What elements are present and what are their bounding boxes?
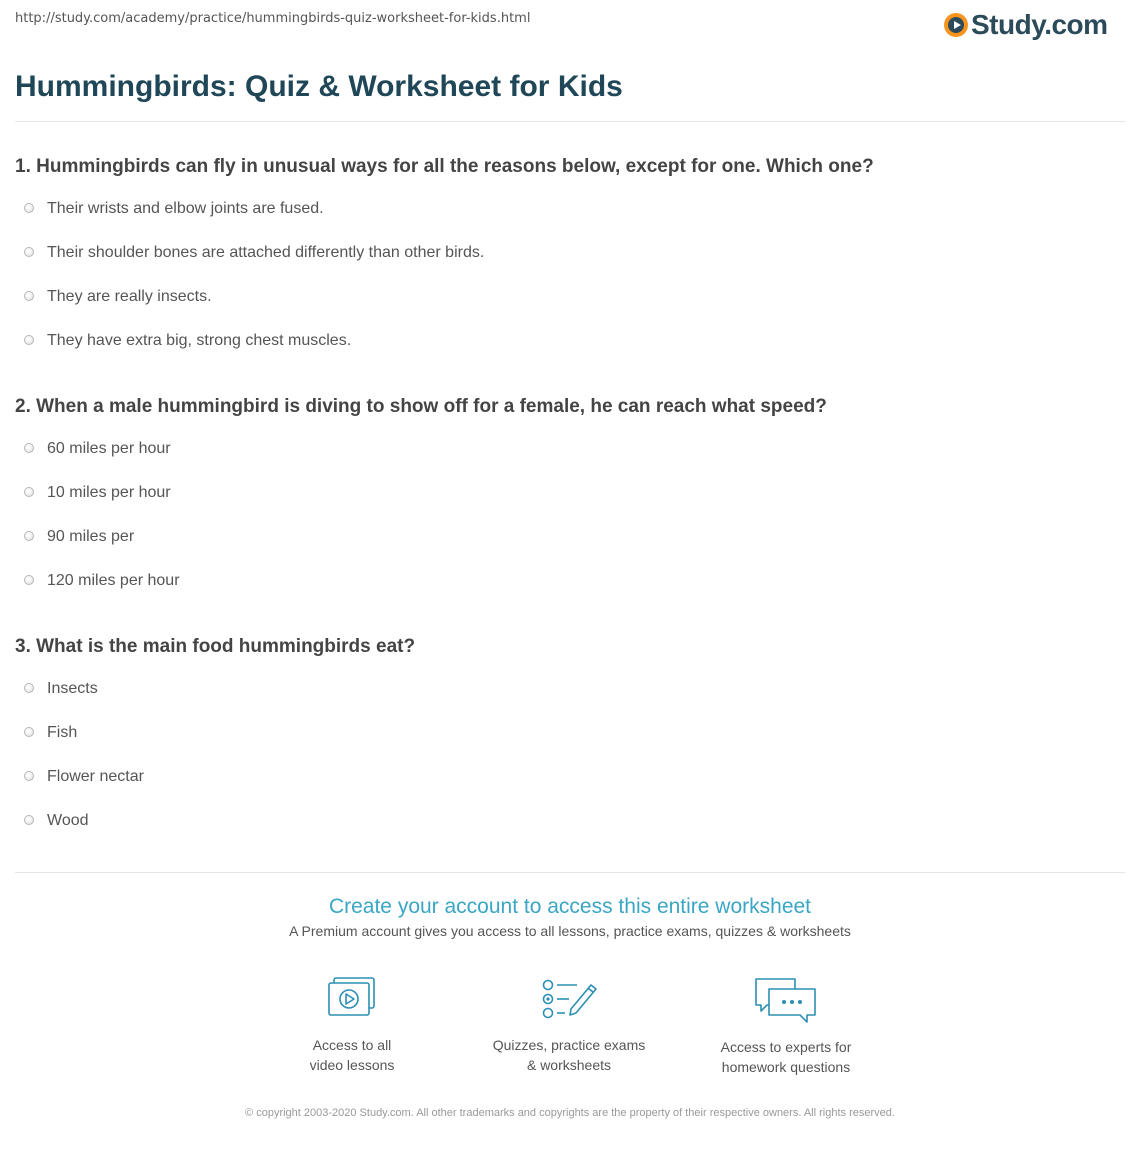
answer-text: Their wrists and elbow joints are fused. [47,200,324,217]
radio-button[interactable] [24,291,34,301]
question-text: 2. When a male hummingbird is diving to show off for a female, he can reach what speed? [15,396,827,417]
feature-label [262,1035,442,1075]
feature-quizzes [479,975,659,1075]
answer-option[interactable] [15,515,1125,559]
cta-divider [15,872,1125,873]
answer-option[interactable] [15,187,1125,231]
answer-text: Wood [47,812,89,829]
answer-list [15,427,1125,603]
question-3 [15,635,1125,843]
answer-text: Flower nectar [47,768,144,785]
question-2 [15,395,1125,603]
study-logo[interactable] [944,8,1108,42]
radio-button[interactable] [24,487,34,497]
radio-button[interactable] [24,247,34,257]
feature-experts [696,975,876,1077]
feature-video-lessons [262,975,442,1075]
feature-label-line: Access to all [312,1037,392,1053]
radio-button[interactable] [24,575,34,585]
answer-list [15,187,1125,363]
logo-text: Study.com [971,9,1108,40]
radio-button[interactable] [24,335,34,345]
radio-button[interactable] [24,815,34,825]
feature-label-line: homework questions [721,1059,851,1075]
answer-option[interactable] [15,275,1125,319]
copyright-footer: © copyright 2003-2020 Study.com. All other trademarks and copyrights are the property of their respective owners. All rights reserved. [245,1107,895,1119]
cta-subtitle: A Premium account gives you access to all lessons, practice exams, quizzes & worksheets [289,923,851,939]
answer-text: Insects [47,680,98,697]
radio-button[interactable] [24,727,34,737]
feature-label-line: Quizzes, practice exams [492,1037,646,1053]
quiz-checklist-icon [539,975,599,1025]
feature-label-line: & worksheets [526,1057,612,1073]
page-title: Hummingbirds: Quiz & Worksheet for Kids [15,70,623,103]
signup-cta [15,895,1125,939]
question-text: 3. What is the main food hummingbirds eat? [15,636,416,657]
answer-list [15,667,1125,843]
cta-title[interactable]: Create your account to access this entire worksheet [328,895,812,918]
answer-option[interactable] [15,427,1125,471]
answer-option[interactable] [15,711,1125,755]
radio-button[interactable] [24,771,34,781]
radio-button[interactable] [24,683,34,693]
answer-option[interactable] [15,471,1125,515]
top-bar [0,0,1140,50]
video-lessons-icon [324,975,380,1025]
answer-option[interactable] [15,667,1125,711]
page-url: http://study.com/academy/practice/hummingbirds-quiz-worksheet-for-kids.html [15,11,531,26]
answer-text: 120 miles per hour [47,572,180,589]
answer-text: Fish [47,724,78,741]
feature-label-line: Access to experts for [720,1039,852,1055]
feature-label-line: video lessons [309,1057,395,1073]
answer-text: They have extra big, strong chest muscles. [47,332,352,349]
radio-button[interactable] [24,531,34,541]
answer-text: 90 miles per [47,528,135,545]
answer-text: 10 miles per hour [47,484,171,501]
answer-option[interactable] [15,799,1125,843]
question-text: 1. Hummingbirds can fly in unusual ways for all the reasons below, except for one. Which one? [15,156,874,177]
answer-text: 60 miles per hour [47,440,171,457]
answer-option[interactable] [15,559,1125,603]
play-circle-icon [944,13,968,37]
radio-button[interactable] [24,203,34,213]
answer-option[interactable] [15,755,1125,799]
answer-text: They are really insects. [47,288,212,305]
question-1 [15,155,1125,363]
answer-option[interactable] [15,319,1125,363]
chat-bubbles-icon [753,975,819,1027]
answer-option[interactable] [15,231,1125,275]
answer-text: Their shoulder bones are attached differently than other birds. [47,244,485,261]
feature-label [696,1037,876,1077]
feature-label [479,1035,659,1075]
title-divider [15,121,1125,122]
radio-button[interactable] [24,443,34,453]
